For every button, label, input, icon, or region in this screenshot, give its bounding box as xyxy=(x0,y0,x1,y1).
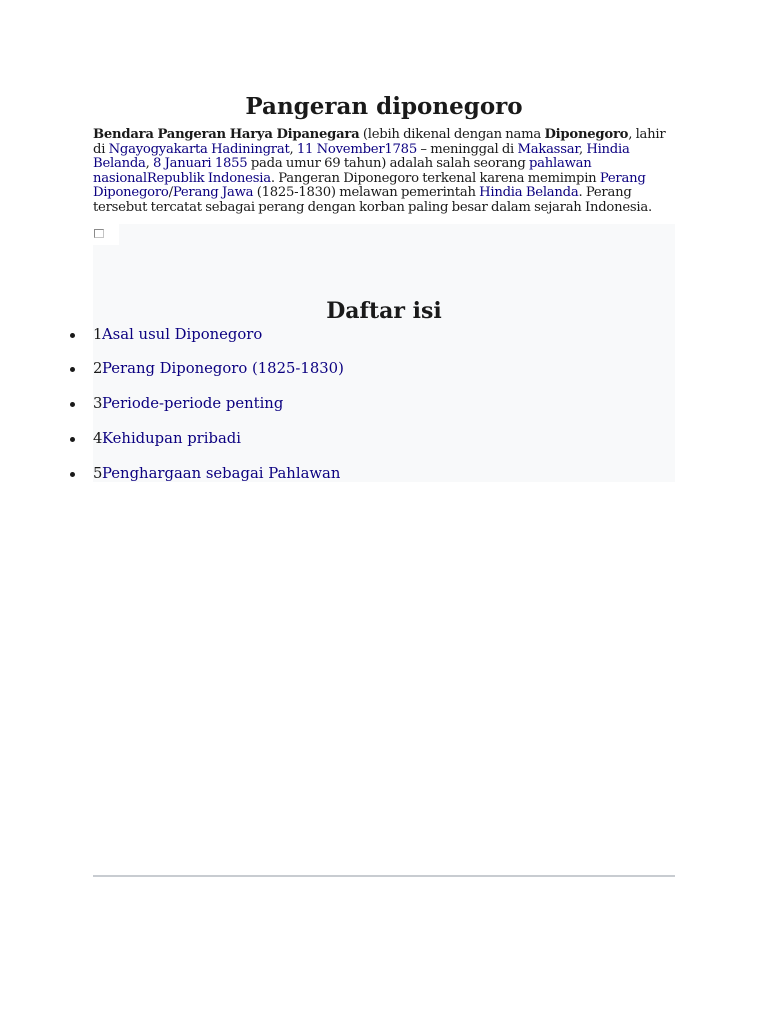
lead-text: pada umur 69 tahun) adalah salah seorang xyxy=(247,156,529,172)
link-hero[interactable]: pahlawan nasional xyxy=(93,156,592,186)
bullet-icon xyxy=(70,437,75,442)
toc-number: 3 xyxy=(93,395,103,412)
lead-text: , xyxy=(578,141,587,157)
lead-text: . Pangeran Diponegoro terkenal karena memimpin xyxy=(270,170,600,186)
full-name: Bendara Pangeran Harya Dipanegara xyxy=(93,127,360,142)
link-deathplace[interactable]: Makassar xyxy=(517,141,579,157)
link-deathdate[interactable]: 8 Januari xyxy=(153,156,212,172)
link-deathyear[interactable]: 1855 xyxy=(214,156,248,172)
bullet-icon xyxy=(70,367,75,372)
short-name: Diponegoro xyxy=(544,127,629,142)
toc-title: Daftar isi xyxy=(326,298,442,324)
toc-number: 4 xyxy=(93,430,103,447)
lead-text: , lahir di xyxy=(93,127,666,157)
link-country[interactable]: Hindia Belanda xyxy=(93,141,630,172)
toc-link[interactable]: Kehidupan pribadi xyxy=(102,430,241,447)
toc-link[interactable]: Perang Diponegoro (1825-1830) xyxy=(102,360,344,377)
link-republic[interactable]: Republik Indonesia xyxy=(146,170,271,186)
link-war-jawa[interactable]: Perang Jawa xyxy=(172,185,254,201)
page-title: Pangeran diponegoro xyxy=(245,93,523,120)
link-birthyear[interactable]: 1785 xyxy=(384,141,417,157)
toc-link[interactable]: Penghargaan sebagai Pahlawan xyxy=(102,465,341,482)
toc-number: 5 xyxy=(93,465,103,482)
link-birthday[interactable]: 11 November xyxy=(296,141,385,157)
lead-text: , xyxy=(289,141,297,157)
lead-text: (lebih dikenal dengan nama xyxy=(359,127,545,142)
toc-link[interactable]: Periode-periode penting xyxy=(102,395,284,412)
lead-paragraph xyxy=(93,128,675,216)
toc-link[interactable]: Asal usul Diponegoro xyxy=(102,326,263,343)
lead-text: , xyxy=(145,156,154,172)
divider xyxy=(93,875,675,877)
broken-image-icon xyxy=(94,229,104,238)
toc-number: 2 xyxy=(93,360,103,377)
lead-text: / xyxy=(168,185,173,201)
link-colonial[interactable]: Hindia Belanda xyxy=(479,185,579,201)
bullet-icon xyxy=(70,333,75,338)
lead-text: – meninggal di xyxy=(416,141,518,157)
bullet-icon xyxy=(70,472,75,477)
lead-text: (1825-1830) melawan pemerintah xyxy=(253,185,480,201)
toc-number: 1 xyxy=(93,326,103,343)
link-war-diponegoro[interactable]: Perang Diponegoro xyxy=(93,170,646,201)
bullet-icon xyxy=(70,402,75,407)
lead-text: . Perang tersebut tercatat sebagai perang dengan korban paling besar dalam sejarah Indonesia. xyxy=(93,185,652,215)
link-birthplace[interactable]: Ngayogyakarta Hadiningrat xyxy=(108,141,290,157)
